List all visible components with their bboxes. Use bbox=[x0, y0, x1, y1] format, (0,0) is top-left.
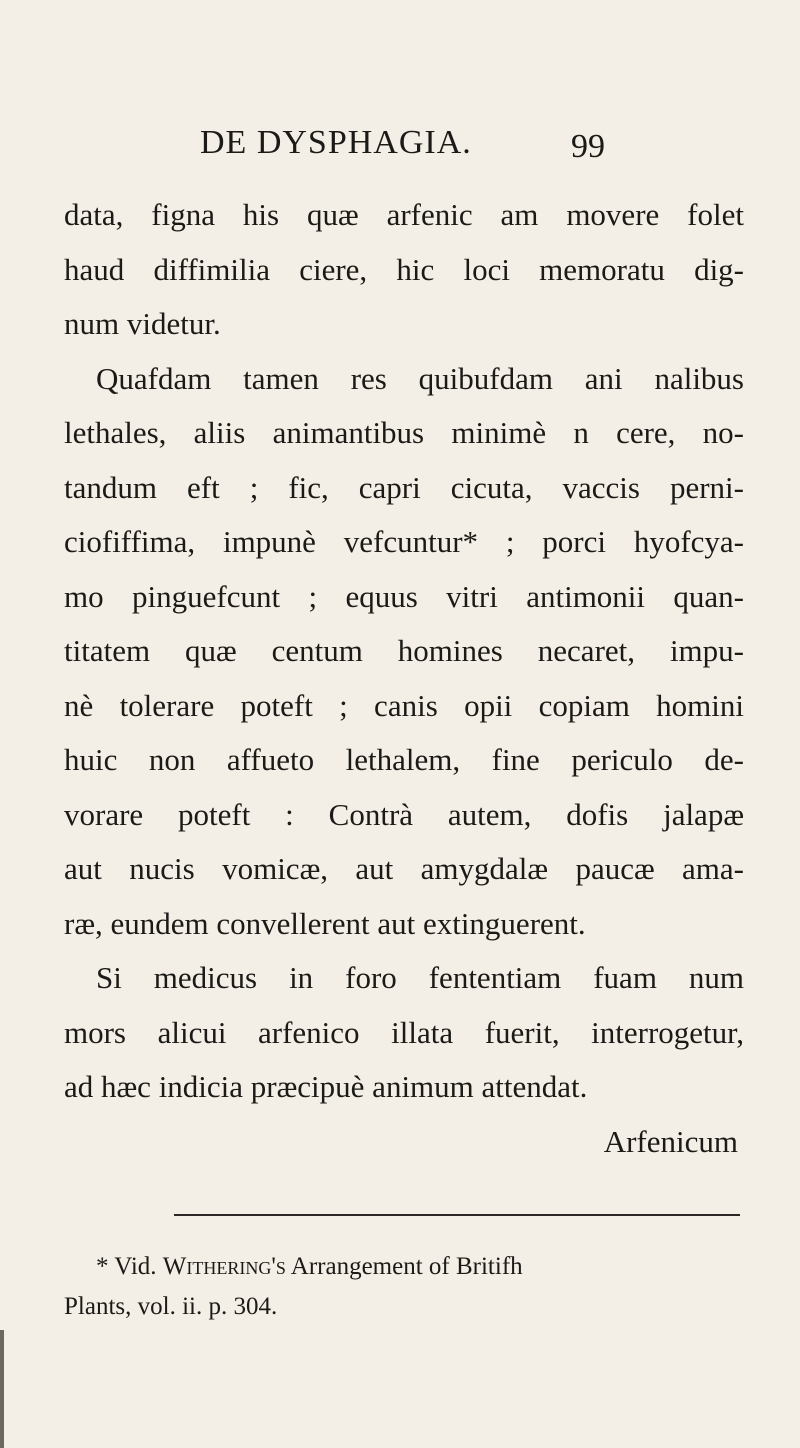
body-text bbox=[64, 188, 744, 1169]
running-title: DE DYSPHAGIA. bbox=[200, 124, 472, 161]
text-line: tandum eft ; fic, capri cicuta, vaccis perni- bbox=[64, 469, 744, 505]
text-line: num videtur. bbox=[64, 306, 221, 341]
text-line: mo pinguefcunt ; equus vitri antimonii quan- bbox=[64, 578, 744, 614]
page-edge-shadow bbox=[0, 1330, 4, 1448]
text-line: ad hæc indicia præcipuè animum attendat. bbox=[64, 1069, 588, 1104]
footnote-line bbox=[64, 1247, 744, 1287]
footnote bbox=[64, 1247, 744, 1327]
text-line: Quafdam tamen res quibufdam ani nalibus bbox=[96, 360, 744, 396]
footnote-divider bbox=[174, 1214, 740, 1216]
text-line: mors alicui arfenico illata fuerit, interrogetur, bbox=[64, 1014, 744, 1050]
text-line: ræ, eundem convellerent aut extinguerent. bbox=[64, 905, 586, 941]
text-line: lethales, aliis animantibus minimè n cere, no- bbox=[64, 415, 744, 450]
text-line: aut nucis vomicæ, aut amygdalæ paucæ ama- bbox=[64, 851, 744, 886]
footnote-marker-ref: * Vid. bbox=[96, 1253, 157, 1280]
text-line: haud diffimilia ciere, hic loci memoratu dig- bbox=[64, 251, 744, 287]
text-line: nè tolerare poteft ; canis opii copiam homini bbox=[64, 687, 744, 723]
text-line: Si medicus in foro fententiam fuam num bbox=[96, 960, 744, 995]
page-number: 99 bbox=[571, 128, 605, 165]
text-line: data, figna his quæ arfenic am movere folet bbox=[64, 197, 744, 232]
text-line: huic non affueto lethalem, fine periculo de- bbox=[64, 742, 744, 777]
text-line: vorare poteft : Contrà autem, dofis jalapæ bbox=[64, 796, 744, 832]
footnote-title: Arrangement of Britifh bbox=[290, 1253, 523, 1280]
footnote-author: Withering's bbox=[162, 1253, 286, 1280]
catchword: Arfenicum bbox=[603, 1123, 738, 1159]
footnote-line: Plants, vol. ii. p. 304. bbox=[64, 1293, 278, 1320]
text-line: ciofiffima, impunè vefcuntur* ; porci hyofcya- bbox=[64, 524, 744, 559]
text-line: titatem quæ centum homines necaret, impu- bbox=[64, 633, 744, 668]
